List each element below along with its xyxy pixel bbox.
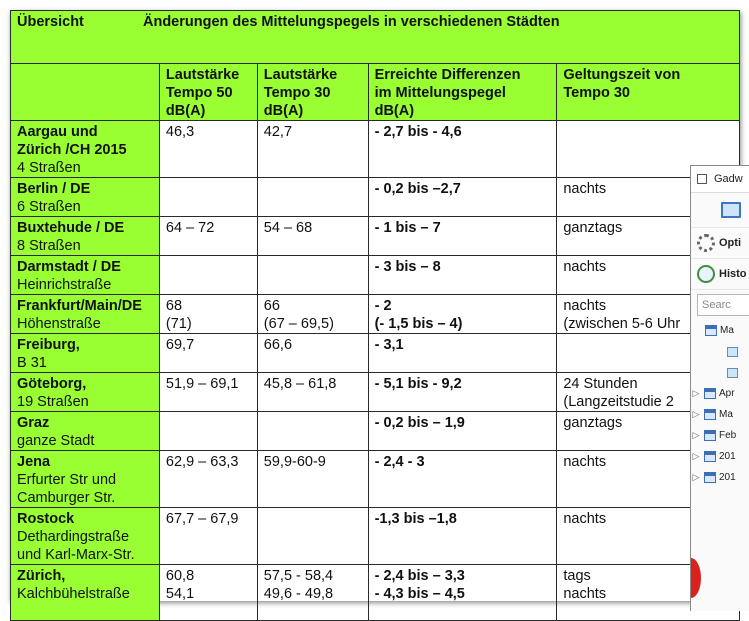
city-cell — [11, 565, 160, 621]
tempo50-cell — [159, 178, 257, 217]
city-detail: Camburger Str. — [17, 490, 116, 506]
city-name: Zürich, — [17, 568, 66, 584]
computer-icon[interactable] — [721, 202, 741, 218]
tempo30-cell — [257, 295, 368, 334]
city-detail: ganze Stadt — [17, 433, 95, 449]
tempo50-cell — [159, 334, 257, 373]
window-titlebar[interactable] — [691, 166, 749, 193]
tempo30-cell — [257, 217, 368, 256]
calendar-icon — [704, 472, 716, 483]
tree-item[interactable]: ▷ Apr — [692, 388, 735, 399]
table-row — [11, 334, 740, 373]
header-cell-differences: Erreichte Differenzen im Mittelungspegel dB(A) — [368, 64, 557, 121]
header-cell-validity: Geltungszeit von Tempo 30 — [557, 64, 740, 121]
expand-arrow-icon[interactable]: ▷ — [692, 388, 700, 398]
title-left: Übersicht — [17, 14, 84, 30]
tree-item[interactable]: ▷ Feb — [692, 430, 737, 441]
tempo50-cell-value: 62,9 – 63,3 — [165, 454, 239, 470]
tempo30-cell — [257, 334, 368, 373]
tempo50-cell-value: 64 – 72 — [165, 220, 215, 236]
city-name: Darmstadt / DE — [17, 259, 121, 275]
difference-cell — [368, 373, 557, 412]
tempo50-cell — [159, 412, 257, 451]
tempo50-cell — [159, 508, 257, 565]
tempo30-cell — [257, 412, 368, 451]
tempo30-cell — [257, 373, 368, 412]
difference-cell — [368, 256, 557, 295]
tempo50-cell — [159, 565, 257, 621]
city-name: Berlin / DE — [17, 181, 91, 197]
city-name: Rostock — [17, 511, 75, 527]
city-detail: 6 Straßen — [17, 199, 81, 215]
city-detail: Kalchbühelstraße — [17, 586, 130, 602]
tree-item[interactable]: ▷ Ma — [692, 409, 733, 420]
tempo50-cell — [159, 217, 257, 256]
tempo50-cell-value: 54,1 — [165, 586, 195, 602]
city-detail: 4 Straßen — [17, 160, 81, 176]
comparison-table — [10, 10, 740, 621]
title-right: Änderungen des Mittelungspegels in verschiedenen Städten — [143, 14, 560, 30]
toolbar — [691, 193, 749, 228]
calendar-icon — [704, 388, 716, 399]
city-cell — [11, 256, 160, 295]
tempo30-cell-value: 66,6 — [263, 337, 293, 353]
tempo30-cell-value: 66 — [263, 298, 280, 314]
calendar-icon — [705, 325, 717, 336]
city-cell — [11, 373, 160, 412]
city-name: Göteborg, — [17, 376, 87, 392]
tempo50-cell-value: (71) — [165, 316, 192, 332]
difference-cell-value: - 2,7 bis - 4,6 — [374, 124, 462, 140]
tempo50-cell-value: 60,8 — [165, 568, 195, 584]
difference-cell-value: - 3 bis – 8 — [374, 259, 441, 275]
city-detail: B 31 — [17, 355, 47, 371]
tempo50-cell — [159, 295, 257, 334]
history-icon — [697, 265, 715, 283]
tempo50-cell — [159, 256, 257, 295]
tempo30-cell-value: (67 – 69,5) — [263, 316, 334, 332]
validity-cell-value: nachts — [563, 259, 607, 275]
window-title: Gadw — [714, 173, 743, 185]
options-button[interactable]: Opti — [691, 228, 749, 259]
validity-cell-value: nachts — [563, 454, 607, 470]
city-cell — [11, 508, 160, 565]
tempo30-cell — [257, 565, 368, 621]
difference-cell-value: - 4,3 bis – 4,5 — [374, 586, 465, 602]
tempo30-cell — [257, 256, 368, 295]
difference-cell-value: -1,3 bis –1,8 — [374, 511, 457, 527]
city-detail: Heinrichstraße — [17, 277, 112, 293]
expand-arrow-icon[interactable]: ▷ — [692, 409, 700, 419]
city-name: Graz — [17, 415, 50, 431]
overlapping-window[interactable] — [690, 165, 749, 611]
tree-item[interactable] — [691, 362, 749, 383]
table-row — [11, 412, 740, 451]
city-cell — [11, 217, 160, 256]
validity-cell-value: (zwischen 5-6 Uhr — [563, 316, 681, 332]
tempo50-cell-value: 51,9 – 69,1 — [165, 376, 239, 392]
tempo50-cell-value: 67,7 – 67,9 — [165, 511, 239, 527]
city-name: Frankfurt/Main/DE — [17, 298, 142, 314]
tempo30-cell — [257, 121, 368, 178]
tempo30-cell — [257, 508, 368, 565]
validity-cell-value: (Langzeitstudie 2 — [563, 394, 674, 410]
expand-arrow-icon[interactable]: ▷ — [692, 451, 700, 461]
validity-cell-value: nachts — [563, 181, 607, 197]
city-cell — [11, 451, 160, 508]
table-row — [11, 121, 740, 178]
tempo50-cell-value: 68 — [165, 298, 183, 314]
city-name: Aargau und — [17, 124, 98, 140]
city-detail: und Karl-Marx-Str. — [17, 547, 135, 563]
city-cell — [11, 412, 160, 451]
tempo30-cell-value: 57,5 - 58,4 — [263, 568, 334, 584]
tempo30-cell-value: 54 – 68 — [263, 220, 313, 236]
city-detail: 8 Straßen — [17, 238, 81, 254]
difference-cell — [368, 295, 557, 334]
expand-arrow-icon[interactable]: ▷ — [692, 472, 700, 482]
tempo30-cell-value: 49,6 - 49,8 — [263, 586, 334, 602]
difference-cell — [368, 565, 557, 621]
validity-cell-value: nachts — [563, 511, 607, 527]
difference-cell-value: - 3,1 — [374, 337, 404, 353]
table-row — [11, 178, 740, 217]
difference-cell — [368, 451, 557, 508]
table-row — [11, 217, 740, 256]
table-row — [11, 295, 740, 334]
validity-cell-value: nachts — [563, 586, 607, 602]
tempo30-cell — [257, 178, 368, 217]
city-name: Freiburg, — [17, 337, 80, 353]
city-name: Zürich /CH 2015 — [17, 142, 127, 158]
city-detail: Erfurter Str und — [17, 472, 117, 488]
calendar-icon — [704, 430, 716, 441]
difference-cell — [368, 217, 557, 256]
table-title — [11, 11, 740, 64]
difference-cell — [368, 178, 557, 217]
tempo50-cell — [159, 121, 257, 178]
tempo50-cell — [159, 373, 257, 412]
city-detail: 19 Straßen — [17, 394, 89, 410]
difference-cell-value: - 2,4 bis – 3,3 — [374, 568, 465, 584]
difference-cell — [368, 121, 557, 178]
document-page — [10, 10, 747, 602]
city-cell — [11, 178, 160, 217]
search-input[interactable]: Searc — [697, 294, 749, 316]
city-detail: Dethardingstraße — [17, 529, 130, 545]
city-cell — [11, 295, 160, 334]
tree-item[interactable]: Ma — [691, 320, 749, 341]
tempo30-cell — [257, 451, 368, 508]
header-cell-tempo30: Lautstärke Tempo 30 dB(A) — [257, 64, 368, 121]
difference-cell-value: - 0,2 bis –2,7 — [374, 181, 461, 197]
table-row — [11, 508, 740, 565]
table-row — [11, 256, 740, 295]
validity-cell-value: tags — [563, 568, 591, 584]
validity-cell-value: 24 Stunden — [563, 376, 638, 392]
difference-cell-value: (- 1,5 bis – 4) — [374, 316, 463, 332]
difference-cell — [368, 412, 557, 451]
validity-cell-value: nachts — [563, 298, 607, 314]
header-cell-empty — [11, 64, 160, 121]
tree-item[interactable]: ▷ 201 — [692, 451, 736, 462]
difference-cell-value: - 5,1 bis - 9,2 — [374, 376, 462, 392]
city-name: Buxtehude / DE — [17, 220, 125, 236]
red-circle-icon — [690, 558, 701, 598]
image-icon — [727, 347, 738, 357]
table-row — [11, 451, 740, 508]
city-name: Jena — [17, 454, 51, 470]
difference-cell — [368, 508, 557, 565]
header-cell-tempo50: Lautstärke Tempo 50 dB(A) — [159, 64, 257, 121]
gear-icon — [697, 234, 715, 252]
history-button[interactable]: Histo — [691, 259, 749, 290]
difference-cell-value: - 0,2 bis – 1,9 — [374, 415, 465, 431]
difference-cell-value: - 1 bis – 7 — [374, 220, 441, 236]
tree-item[interactable]: ▷ 201 — [692, 472, 736, 483]
calendar-icon — [704, 409, 716, 420]
difference-cell-value: - 2 — [374, 298, 392, 314]
difference-cell-value: - 2,4 - 3 — [374, 454, 425, 470]
image-icon — [727, 368, 738, 378]
validity-cell-value: ganztags — [563, 220, 623, 236]
calendar-icon — [704, 451, 716, 462]
table-row — [11, 565, 740, 621]
tempo30-cell-value: 59,9-60-9 — [263, 454, 326, 470]
city-detail: Höhenstraße — [17, 316, 101, 332]
tempo30-cell-value: 45,8 – 61,8 — [263, 376, 337, 392]
window-icon — [697, 174, 707, 184]
title-row — [11, 11, 740, 64]
difference-cell — [368, 334, 557, 373]
city-cell — [11, 121, 160, 178]
table-row — [11, 373, 740, 412]
tempo30-cell-value: 42,7 — [263, 124, 293, 140]
expand-arrow-icon[interactable]: ▷ — [692, 430, 700, 440]
city-cell — [11, 334, 160, 373]
folder-tree[interactable] — [691, 320, 749, 488]
tempo50-cell-value: 46,3 — [165, 124, 195, 140]
tree-item[interactable] — [691, 341, 749, 362]
tempo50-cell-value: 69,7 — [165, 337, 195, 353]
header-row — [11, 64, 740, 121]
validity-cell-value: ganztags — [563, 415, 623, 431]
tempo50-cell — [159, 451, 257, 508]
